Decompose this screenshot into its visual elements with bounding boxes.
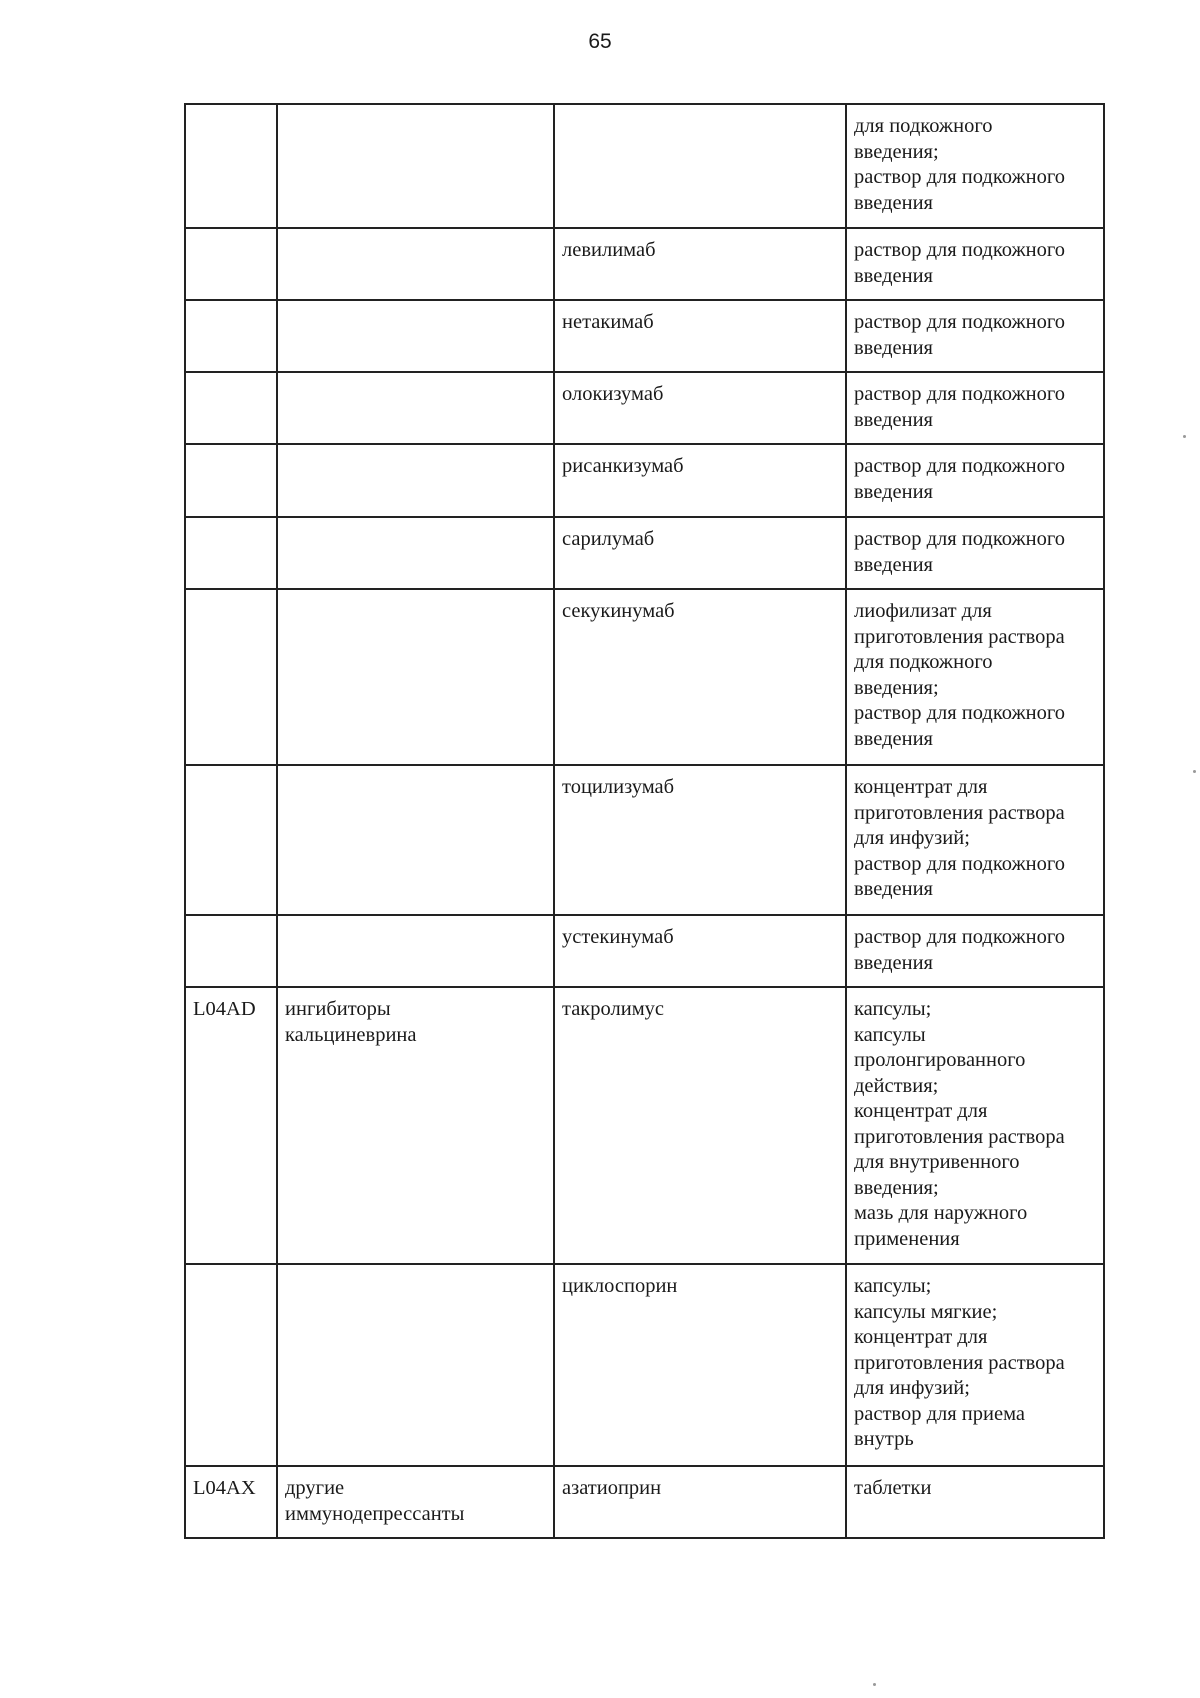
dosage-form-cell: раствор для подкожного введения (846, 300, 1104, 372)
page-number: 65 (588, 30, 612, 53)
scan-speck (873, 1683, 876, 1686)
drug-name-cell: сарилумаб (554, 517, 846, 589)
table-row (185, 517, 1104, 589)
dosage-form-cell: раствор для подкожного введения (846, 517, 1104, 589)
group-name-cell (277, 1264, 554, 1466)
dosage-form-cell: раствор для подкожного введения (846, 228, 1104, 300)
drug-name-cell: азатиоприн (554, 1466, 846, 1538)
drug-name-cell (554, 104, 846, 228)
drug-name-cell: олокизумаб (554, 372, 846, 444)
dosage-form-cell: капсулы; капсулы мягкие; концентрат для приготовления раствора для инфузий; раствор для приема внутрь (846, 1264, 1104, 1466)
group-name-cell (277, 300, 554, 372)
table-row (185, 589, 1104, 765)
atc-code-cell: L04AX (185, 1466, 277, 1538)
drug-name-cell: циклоспорин (554, 1264, 846, 1466)
group-name-cell: другие иммунодепрессанты (277, 1466, 554, 1538)
atc-code-cell (185, 228, 277, 300)
dosage-form-cell: раствор для подкожного введения (846, 915, 1104, 987)
drug-name-cell: тоцилизумаб (554, 765, 846, 915)
group-name-cell (277, 915, 554, 987)
dosage-form-cell: таблетки (846, 1466, 1104, 1538)
atc-code-cell (185, 372, 277, 444)
drug-name-cell: нетакимаб (554, 300, 846, 372)
dosage-form-cell: лиофилизат для приготовления раствора для подкожного введения; раствор для подкожного введения (846, 589, 1104, 765)
atc-code-cell: L04AD (185, 987, 277, 1264)
drug-name-cell: секукинумаб (554, 589, 846, 765)
group-name-cell (277, 228, 554, 300)
table-row (185, 915, 1104, 987)
drug-name-cell: такролимус (554, 987, 846, 1264)
group-name-cell (277, 765, 554, 915)
drug-name-cell: устекинумаб (554, 915, 846, 987)
group-name-cell (277, 589, 554, 765)
drug-name-cell: рисанкизумаб (554, 444, 846, 517)
atc-code-cell (185, 1264, 277, 1466)
group-name-cell (277, 444, 554, 517)
group-name-cell (277, 517, 554, 589)
group-name-cell (277, 372, 554, 444)
dosage-form-cell: раствор для подкожного введения (846, 372, 1104, 444)
group-name-cell (277, 104, 554, 228)
table-row (185, 1466, 1104, 1538)
table-row (185, 372, 1104, 444)
table-row (185, 765, 1104, 915)
table-body (185, 104, 1104, 1538)
dosage-form-cell: концентрат для приготовления раствора для инфузий; раствор для подкожного введения (846, 765, 1104, 915)
scan-speck (1183, 435, 1186, 438)
table-row (185, 228, 1104, 300)
table-row (185, 104, 1104, 228)
scan-speck (1193, 770, 1196, 773)
dosage-form-cell: раствор для подкожного введения (846, 444, 1104, 517)
atc-code-cell (185, 104, 277, 228)
table-row (185, 987, 1104, 1264)
atc-code-cell (185, 444, 277, 517)
table-row (185, 444, 1104, 517)
atc-code-cell (185, 517, 277, 589)
drug-name-cell: левилимаб (554, 228, 846, 300)
dosage-form-cell: капсулы; капсулы пролонгированного действия; концентрат для приготовления раствора для внутривенного введения; мазь для наружного применения (846, 987, 1104, 1264)
table-row (185, 300, 1104, 372)
group-name-cell: ингибиторы кальциневрина (277, 987, 554, 1264)
atc-code-cell (185, 300, 277, 372)
atc-code-cell (185, 915, 277, 987)
atc-code-cell (185, 765, 277, 915)
table-row (185, 1264, 1104, 1466)
drug-table (184, 103, 1105, 1539)
dosage-form-cell: для подкожного введения; раствор для подкожного введения (846, 104, 1104, 228)
atc-code-cell (185, 589, 277, 765)
